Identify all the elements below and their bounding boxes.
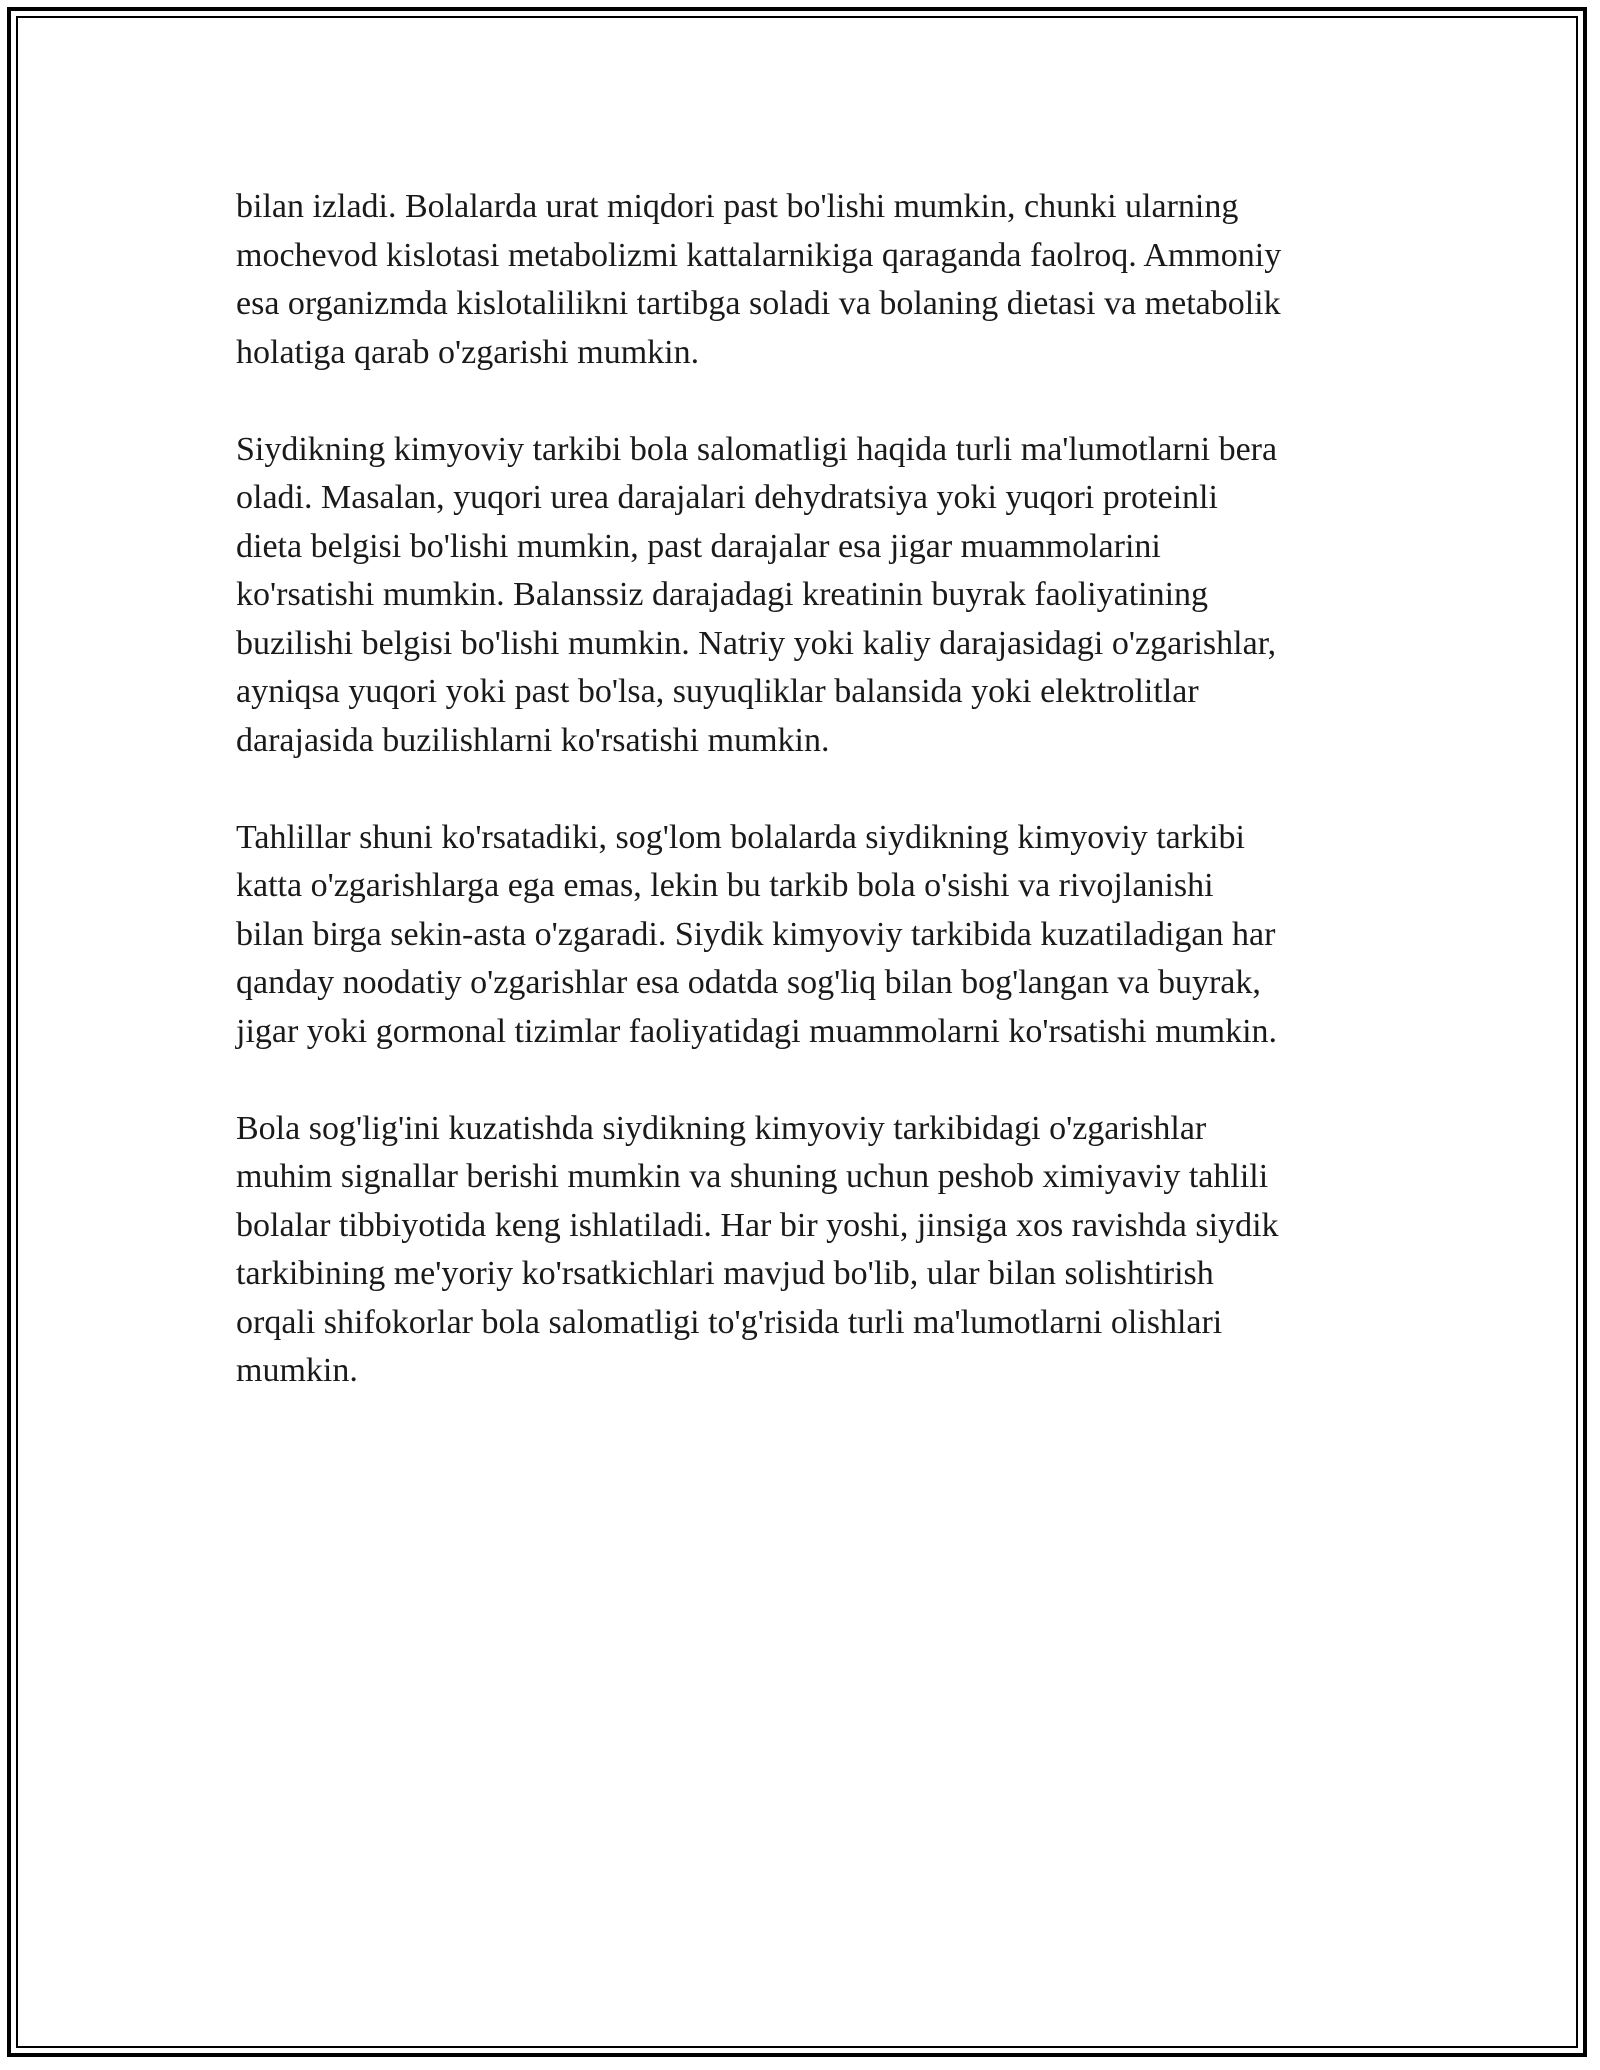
paragraph-3: Tahlillar shuni ko'rsatadiki, sog'lom bolalarda siydikning kimyoviy tarkibi katta o'zgarishlarga ega emas, lekin bu tarkib bola o'sishi va rivojlanishi bilan birga sekin-asta o'zgaradi. Siydik kimyoviy tarkibida kuzatiladigan har qanday noodatiy o'zgarishlar esa odatda sog'liq bilan bog'langan va buyrak, jigar yoki gormonal tizimlar faoliyatidagi muammolarni ko'rsatishi mumkin. (236, 818, 1278, 1050)
paragraph-4: Bola sog'lig'ini kuzatishda siydikning kimyoviy tarkibidagi o'zgarishlar muhim signallar berishi mumkin va shuning uchun peshob ximiyaviy tahlili bolalar tibbiyotida keng ishlatiladi. Har bir yoshi, jinsiga xos ravishda siydik tarkibining me'yoriy ko'rsatkichlari mavjud bo'lib, ular bilan solishtirish orqali shifokorlar bola salomatligi to'g'risida turli ma'lumotlarni olishlari mumkin. (236, 1109, 1279, 1389)
paragraph-2: Siydikning kimyoviy tarkibi bola salomatligi haqida turli ma'lumotlarni bera oladi. Masalan, yuqori urea darajalari dehydratsiya yoki yuqori proteinli dieta belgisi bo'lishi mumkin, past darajalar esa jigar muammolarini ko'rsatishi mumkin. Balanssiz darajadagi kreatinin buyrak faoliyatining buzilishi belgisi bo'lishi mumkin. Natriy yoki kaliy darajasidagi o'zgarishlar, ayniqsa yuqori yoki past bo'lsa, suyuqliklar balansida yoki elektrolitlar darajasida buzilishlarni ko'rsatishi mumkin. (236, 430, 1278, 759)
paragraph-1: bilan izladi. Bolalarda urat miqdori past bo'lishi mumkin, chunki ularning mochevod kislotasi metabolizmi kattalarnikiga qaraganda faolroq. Ammoniy esa organizmda kislotalilikni tartibga soladi va bolaning dietasi va metabolik holatiga qarab o'zgarishi mumkin. (236, 188, 1282, 371)
document-body (236, 183, 1371, 1444)
